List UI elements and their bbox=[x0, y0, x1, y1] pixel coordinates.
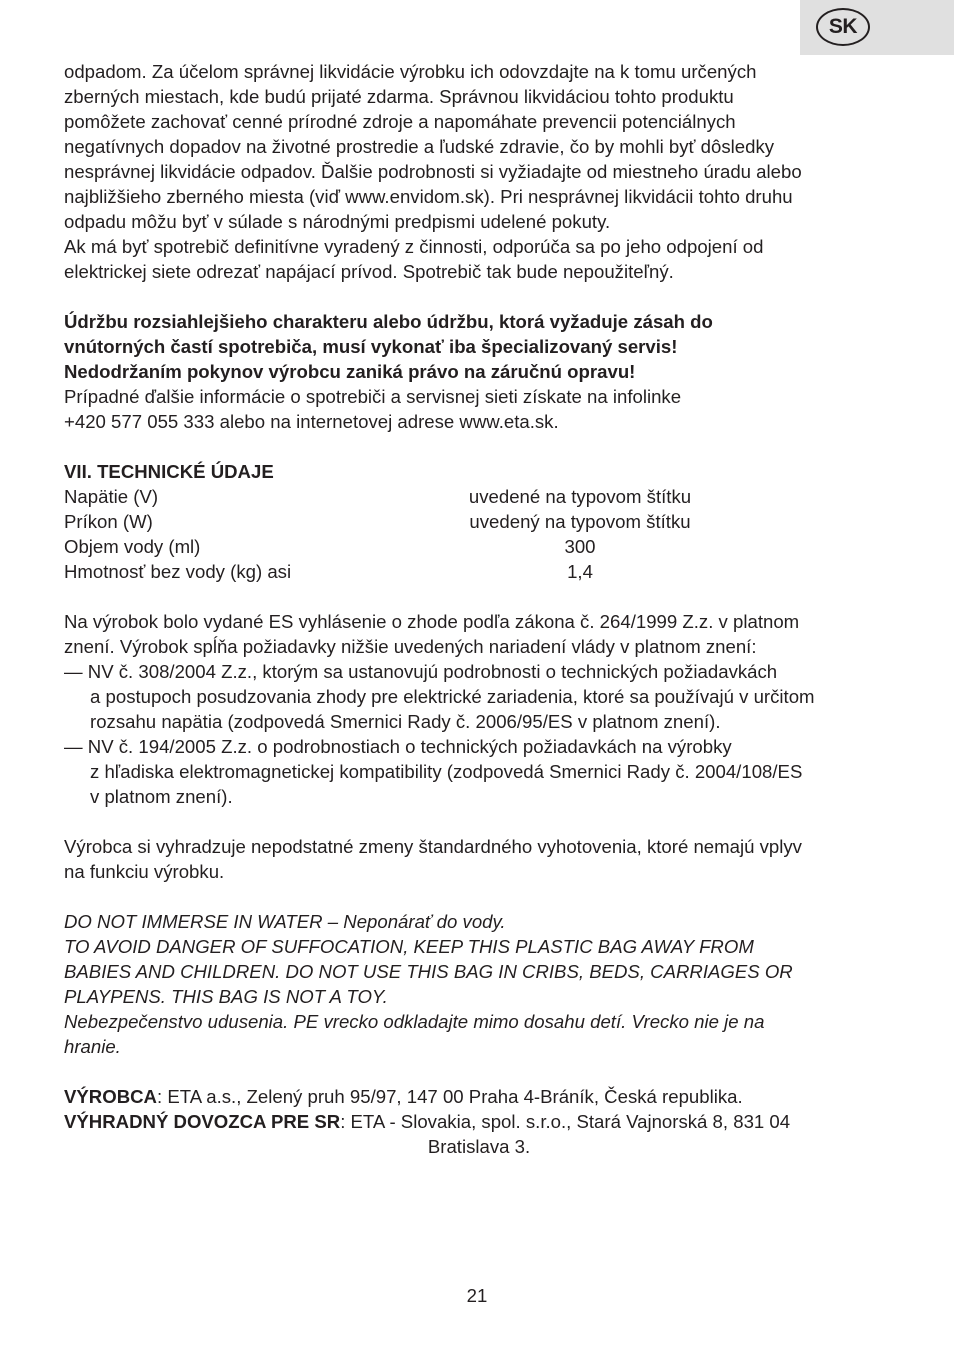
conformity-section bbox=[64, 609, 894, 809]
text-line: rozsahu napätia (zodpovedá Smernici Rady č. 2006/95/ES v platnom znení). bbox=[90, 711, 721, 732]
text-line: negatívnych dopadov na životné prostredie a ľudské zdravie, čo by mohli byť dôsledky bbox=[64, 136, 775, 157]
text-line: elektrickej siete odrezať napájací prívod. Spotrebič tak bude nepoužiteľný. bbox=[64, 261, 674, 282]
contacts-section bbox=[64, 1084, 894, 1159]
spec-row bbox=[64, 484, 894, 509]
warning-line: Nebezpečenstvo udusenia. PE vrecko odkladajte mimo dosahu detí. Vrecko nie je na bbox=[64, 1011, 765, 1032]
text-line: Prípadné ďalšie informácie o spotrebiči a servisnej sieti získate na infolinke bbox=[64, 386, 682, 407]
text-line: znení. Výrobok spĺňa požiadavky nižšie uvedených nariadení vlády v platnom znení: bbox=[64, 636, 757, 657]
spec-label: Objem vody (ml) bbox=[64, 536, 201, 557]
text-line: pomôžete zachovať cenné prírodné zdroje a napomáhate prevencii potenciálnych bbox=[64, 111, 736, 132]
spec-value: uvedený na typovom štítku bbox=[469, 511, 691, 532]
text-line: — NV č. 308/2004 Z.z., ktorým sa ustanovujú podrobnosti o technických požiadavkách bbox=[64, 661, 778, 682]
document-content bbox=[64, 59, 894, 1159]
spec-row bbox=[64, 559, 894, 584]
warning-line: TO AVOID DANGER OF SUFFOCATION, KEEP THIS PLASTIC BAG AWAY FROM bbox=[64, 936, 754, 957]
warnings-section bbox=[64, 909, 894, 1059]
manufacturer-label: VÝROBCA bbox=[64, 1086, 157, 1107]
text-line: zberných miestach, kde budú prijaté zdarma. Správnou likvidáciou tohto produktu bbox=[64, 86, 734, 107]
language-badge: SK bbox=[816, 8, 870, 46]
warning-line: DO NOT IMMERSE IN WATER – Neponárať do vody. bbox=[64, 911, 506, 932]
regulation-item bbox=[64, 659, 894, 734]
spec-row bbox=[64, 509, 894, 534]
text-line: a postupoch posudzovania zhody pre elektrické zariadenia, ktoré sa používajú v určitom bbox=[90, 686, 815, 707]
text-line: v platnom znení). bbox=[90, 786, 233, 807]
text-line: odpadom. Za účelom správnej likvidácie výrobku ich odovzdajte na k tomu určených bbox=[64, 61, 757, 82]
spec-row bbox=[64, 534, 894, 559]
manufacturer-address: : ETA a.s., Zelený pruh 95/97, 147 00 Praha 4-Bráník, Česká republika. bbox=[156, 1086, 743, 1107]
service-warning-line: vnútorných častí spotrebiča, musí vykonať iba špecializovaný servis! bbox=[64, 336, 678, 357]
manufacturer-line bbox=[64, 1084, 894, 1109]
service-warning-line: Údržbu rozsiahlejšieho charakteru alebo údržbu, ktorá vyžaduje zásah do bbox=[64, 311, 713, 332]
service-section bbox=[64, 309, 894, 434]
warning-line: hranie. bbox=[64, 1036, 121, 1057]
text-line: Ak má byť spotrebič definitívne vyradený z činnosti, odporúča sa po jeho odpojení od bbox=[64, 236, 764, 257]
importer-address: : ETA - Slovakia, spol. s.r.o., Stará Vajnorská 8, 831 04 bbox=[340, 1111, 791, 1132]
technical-heading: VII. TECHNICKÉ ÚDAJE bbox=[64, 461, 274, 482]
importer-label: VÝHRADNÝ DOVOZCA PRE SR bbox=[64, 1111, 341, 1132]
text-line: +420 577 055 333 alebo na internetovej adrese www.eta.sk. bbox=[64, 411, 559, 432]
disposal-section bbox=[64, 59, 894, 284]
text-line: nesprávnej likvidácie odpadov. Ďalšie podrobnosti si vyžiadajte od miestneho úradu alebo bbox=[64, 161, 802, 182]
service-warning-line: Nedodržaním pokynov výrobcu zaniká právo na záručnú opravu! bbox=[64, 361, 636, 382]
importer-city: Bratislava 3. bbox=[427, 1136, 531, 1157]
text-line: odpadu môžu byť v súlade s národnými predpismi udelené pokuty. bbox=[64, 211, 611, 232]
spec-value: 1,4 bbox=[567, 561, 593, 582]
text-line: z hľadiska elektromagnetickej kompatibility (zodpovedá Smernici Rady č. 2004/108/ES bbox=[90, 761, 803, 782]
regulation-item bbox=[64, 734, 894, 809]
technical-section bbox=[64, 459, 894, 584]
warning-line: BABIES AND CHILDREN. DO NOT USE THIS BAG IN CRIBS, BEDS, CARRIAGES OR bbox=[64, 961, 793, 982]
warning-line: PLAYPENS. THIS BAG IS NOT A TOY. bbox=[64, 986, 388, 1007]
changes-section bbox=[64, 834, 894, 884]
text-line: — NV č. 194/2005 Z.z. o podrobnostiach o technických požiadavkách na výrobky bbox=[64, 736, 732, 757]
spec-label: Príkon (W) bbox=[64, 511, 153, 532]
spec-label: Napätie (V) bbox=[64, 486, 159, 507]
language-tab bbox=[800, 0, 954, 55]
importer-line bbox=[64, 1109, 894, 1134]
spec-value: uvedené na typovom štítku bbox=[468, 486, 692, 507]
text-line: Na výrobok bolo vydané ES vyhlásenie o zhode podľa zákona č. 264/1999 Z.z. v platnom bbox=[64, 611, 800, 632]
spec-value: 300 bbox=[564, 536, 596, 557]
spec-label: Hmotnosť bez vody (kg) asi bbox=[64, 561, 292, 582]
text-line: na funkciu výrobku. bbox=[64, 861, 225, 882]
page-number: 21 bbox=[466, 1285, 488, 1306]
text-line: najbližšieho zberného miesta (viď www.envidom.sk). Pri nesprávnej likvidácii tohto druhu bbox=[64, 186, 793, 207]
text-line: Výrobca si vyhradzuje nepodstatné zmeny štandardného vyhotovenia, ktoré nemajú vplyv bbox=[64, 836, 802, 857]
